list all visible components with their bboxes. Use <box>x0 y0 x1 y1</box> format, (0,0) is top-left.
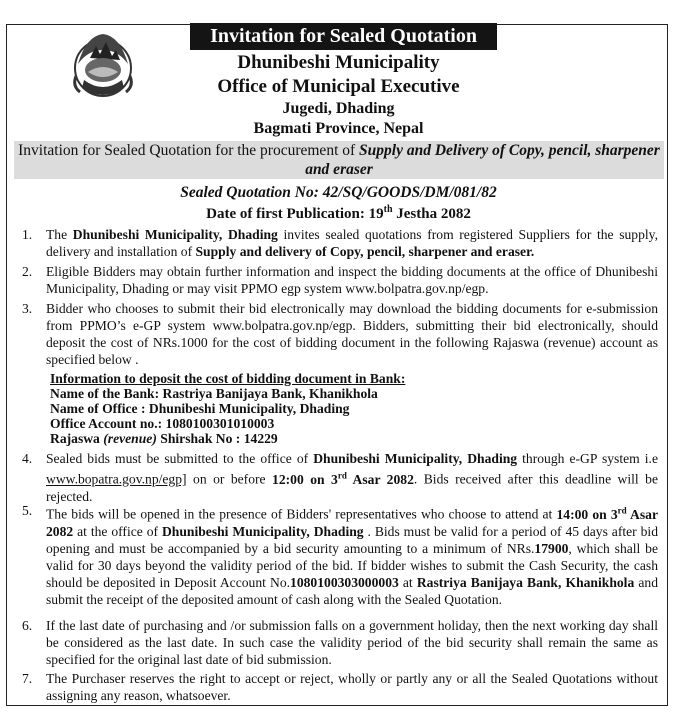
clause-5: 5. The bids will be opened in the presence of Bidders' representatives who choose to attend at 14:00 on 3rd Asar 2082 at the office of Dhunibeshi Municipality, Dhading . Bids must be valid for a period of 45 days after bid opening and must be accompanied by a bid security amounting to a minimum of NRs.17900, which shall be valid for 30 days beyond the validity period of the bid. If bidder wishes to submit the Cash Security, the cash should be deposited in Deposit Account No.1080100303000003 at Rastriya Banijaya Bank, Khanikhola and submit the receipt of the deposited amount of cash along with the Sealed Quotation. <box>22 503 659 607</box>
bank-revenue-heading: Rajaswa (revenue) Shirshak No : 14229 <box>50 431 278 446</box>
clause-1: 1. The Dhunibeshi Municipality, Dhading invites sealed quotations from registered Suppliers for the supply, delivery and installation of Supply and delivery of Copy, pencil, sharpener and eraser. <box>22 227 658 259</box>
clause-3: 3. Bidder who chooses to submit their bid electronically may download the bidding documents for e-submission from PPMO’s e-GP system www.bolpatra.gov.np/egp. Bidders, submitting their bid electronically, should deposit the cost of NRs.1000 for the cost of bidding document in the following Rajaswa (revenue) account as specified below . <box>22 301 658 367</box>
subject-title: Supply and Delivery of Copy, pencil, sharpener and eraser <box>305 142 660 178</box>
bank-name: Name of the Bank: Rastriya Banijaya Bank, Khanikhola <box>50 386 378 401</box>
bank-office-name: Name of Office : Dhunibeshi Municipality, Dhading <box>50 401 350 416</box>
office-name: Office of Municipal Executive <box>217 76 460 97</box>
clause-7: 7. The Purchaser reserves the right to accept or reject, wholly or partly any or all the Sealed Quotations without assigning any reason, whatsoever. <box>22 671 658 703</box>
procurement-subject <box>14 141 664 179</box>
office-location: Jugedi, Dhading <box>282 100 395 117</box>
bank-info-heading: Information to deposit the cost of bidding document in Bank: <box>50 371 406 386</box>
egp-link[interactable]: www.bopatra.gov.np/egp] <box>46 471 187 487</box>
notice-banner: Invitation for Sealed Quotation <box>190 23 497 50</box>
bank-deposit-info <box>50 371 405 446</box>
publication-date: Date of first Publication: 19th Jestha 2082 <box>206 204 471 222</box>
office-province: Bagmati Province, Nepal <box>253 120 424 137</box>
clause-2: 2. Eligible Bidders may obtain further information and inspect the bidding documents at the office of Dhunibeshi Municipality, Dhading or may visit PPMO egp system www.bolpatra.gov.np/egp. <box>22 264 658 296</box>
clause-4: 4. Sealed bids must be submitted to the office of Dhunibeshi Municipality, Dhading through e-GP system i.e www.bopatra.gov.np/egp] on or before 12:00 on 3rd Asar 2082. Bids received after this deadline will be rejected. <box>22 451 658 504</box>
quotation-number: Sealed Quotation No: 42/SQ/GOODS/DM/081/82 <box>180 184 497 201</box>
bank-office-account: Office Account no.: 1080100301010003 <box>50 416 275 431</box>
subject-prefix: Invitation for Sealed Quotation for the procurement of <box>18 142 360 159</box>
clause-6: 6. If the last date of purchasing and /or submission falls on a government holiday, then the next working day shall be considered as the last date. In such case the validity period of the bid security shall remain the same as specified for the original last date of bid submission. <box>22 618 658 667</box>
municipality-name: Dhunibeshi Municipality <box>237 52 440 73</box>
